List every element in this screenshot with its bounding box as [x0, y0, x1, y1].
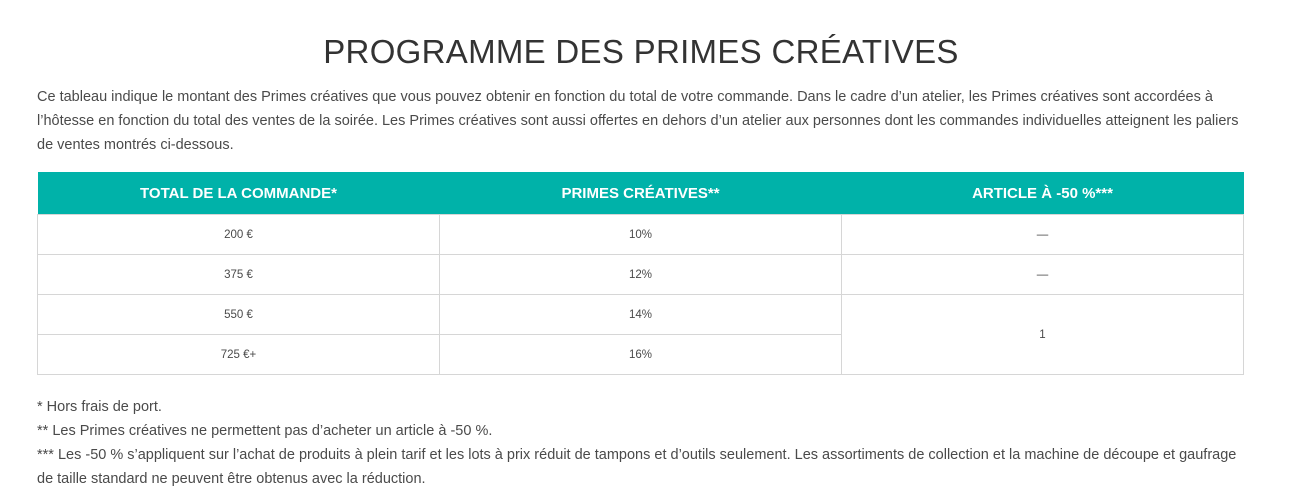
cell-creative-rewards: 14% — [440, 295, 842, 335]
intro-paragraph: Ce tableau indique le montant des Primes créatives que vous pouvez obtenir en fonction du total de votre commande. Dans le cadre d’un atelier, les Primes créatives sont accordées à l’hôtesse en fonction du total des ventes de la soirée. Les Primes créatives sont aussi offertes en dehors d’un atelier aux personnes dont les commandes individuelles atteignent les paliers de ventes montrés ci-dessous. — [37, 89, 1239, 153]
cell-order-total: 725 €+ — [38, 335, 440, 375]
table-row — [38, 255, 1244, 295]
footnotes — [37, 395, 1247, 491]
table-row — [38, 295, 1244, 335]
table-header-row — [38, 172, 1244, 215]
cell-creative-rewards: 12% — [440, 255, 842, 295]
header-order-total: TOTAL DE LA COMMANDE* — [38, 172, 440, 215]
cell-order-total: 375 € — [38, 255, 440, 295]
table-row — [38, 215, 1244, 255]
cell-half-price-item: — — [842, 215, 1244, 255]
cell-order-total: 200 € — [38, 215, 440, 255]
footnote-half-price-conditions: *** Les -50 % s’appliquent sur l’achat de produits à plein tarif et les lots à prix réduit de tampons et d’outils seulement. Les assortiments de collection et la machine de découpe et gaufrage de taille standard ne peuvent être obtenus avec la réduction. — [37, 447, 1237, 487]
cell-half-price-item: 1 — [842, 295, 1244, 375]
cell-order-total: 550 € — [38, 295, 440, 335]
cell-creative-rewards: 16% — [440, 335, 842, 375]
cell-creative-rewards: 10% — [440, 215, 842, 255]
footnote-shipping: * Hors frais de port. — [37, 399, 162, 415]
page-title: PROGRAMME DES PRIMES CRÉATIVES — [323, 33, 959, 70]
header-half-price-item: ARTICLE À -50 %*** — [842, 172, 1244, 215]
rewards-table — [37, 172, 1244, 375]
cell-half-price-item: — — [842, 255, 1244, 295]
footnote-rewards-restriction: ** Les Primes créatives ne permettent pas d’acheter un article à -50 %. — [37, 423, 493, 439]
header-creative-rewards: PRIMES CRÉATIVES** — [440, 172, 842, 215]
